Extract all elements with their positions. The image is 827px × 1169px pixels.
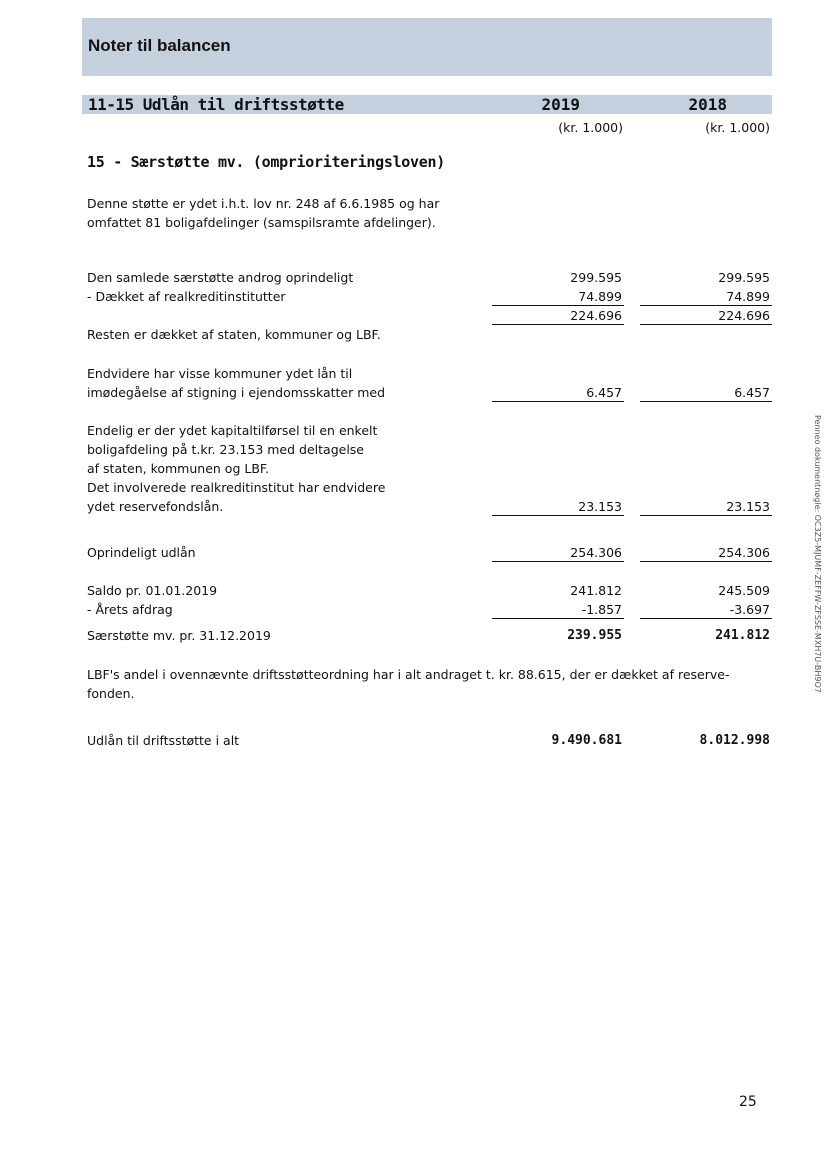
afdrag-label: - Årets afdrag (87, 602, 173, 617)
section-title: 15 - Særstøtte mv. (omprioriteringsloven) (87, 153, 445, 171)
kapital-line-2: boligafdeling på t.kr. 23.153 med deltagelse (87, 442, 364, 457)
unit-current: (kr. 1.000) (558, 120, 623, 135)
oprindeligt-label: Oprindeligt udlån (87, 545, 196, 560)
kommuner-line-2: imødegåelse af stigning i ejendomsskatter med (87, 385, 386, 400)
realkredit-2018: 74.899 (726, 289, 770, 304)
saldo-2018: 245.509 (718, 583, 770, 598)
note-heading-title: 11-15 Udlån til driftsstøtte (88, 95, 344, 114)
kommuner-line-1: Endvidere har visse kommuner ydet lån til (87, 366, 353, 381)
kapital-line-5: ydet reservefondslån. (87, 499, 224, 514)
samlede-2018: 299.595 (718, 270, 770, 285)
saerstotte-2018: 241.812 (715, 628, 770, 643)
oprindeligt-2019: 254.306 (570, 545, 622, 560)
afdrag-2018: -3.697 (729, 602, 770, 617)
saldo-label: Saldo pr. 01.01.2019 (87, 583, 218, 598)
lbf-note-line-2: fonden. (87, 686, 135, 701)
kapital-line-1: Endelig er der ydet kapitaltilførsel til en enkelt (87, 423, 378, 438)
year-previous: 2018 (688, 95, 727, 114)
rule (640, 324, 772, 325)
samlede-label: Den samlede særstøtte androg oprindeligt (87, 270, 354, 285)
kapital-line-3: af staten, kommunen og LBF. (87, 461, 270, 476)
saerstotte-label: Særstøtte mv. pr. 31.12.2019 (87, 628, 271, 643)
realkredit-2019: 74.899 (578, 289, 622, 304)
kommuner-2019: 6.457 (586, 385, 622, 400)
rule (492, 618, 624, 619)
kapital-line-4: Det involverede realkreditinstitut har endvidere (87, 480, 386, 495)
rest-2019: 224.696 (570, 308, 622, 323)
rule (640, 618, 772, 619)
lbf-note-line-1: LBF's andel i ovennævnte driftsstøtteordning har i alt andraget t. kr. 88.615, der er dækket af reserve- (87, 667, 730, 682)
realkredit-label: - Dækket af realkreditinstitutter (87, 289, 286, 304)
page-title: Noter til balancen (88, 36, 231, 55)
kapital-2019: 23.153 (578, 499, 622, 514)
oprindeligt-2018: 254.306 (718, 545, 770, 560)
rule (492, 561, 624, 562)
total-2019: 9.490.681 (551, 733, 622, 748)
rule (640, 515, 772, 516)
rest-2018: 224.696 (718, 308, 770, 323)
saldo-2019: 241.812 (570, 583, 622, 598)
rule (640, 401, 772, 402)
page-number: 25 (739, 1094, 757, 1110)
rule (492, 515, 624, 516)
saerstotte-2019: 239.955 (567, 628, 622, 643)
year-current: 2019 (541, 95, 580, 114)
intro-line-2: omfattet 81 boligafdelinger (samspilsramte afdelinger). (87, 215, 436, 230)
unit-previous: (kr. 1.000) (705, 120, 770, 135)
rule (492, 324, 624, 325)
side-stamp: Penneo dokumentnøgle: OC3Z5-MJUMF-ZEFFW-ZFSSE-MXH7U-BH9O7 (813, 415, 822, 693)
kommuner-2018: 6.457 (734, 385, 770, 400)
samlede-2019: 299.595 (570, 270, 622, 285)
kapital-2018: 23.153 (726, 499, 770, 514)
intro-line-1: Denne støtte er ydet i.h.t. lov nr. 248 af 6.6.1985 og har (87, 196, 440, 211)
rule (640, 561, 772, 562)
total-2018: 8.012.998 (699, 733, 770, 748)
total-label: Udlån til driftsstøtte i alt (87, 733, 240, 748)
rest-label: Resten er dækket af staten, kommuner og LBF. (87, 327, 381, 342)
rule (492, 401, 624, 402)
afdrag-2019: -1.857 (581, 602, 622, 617)
